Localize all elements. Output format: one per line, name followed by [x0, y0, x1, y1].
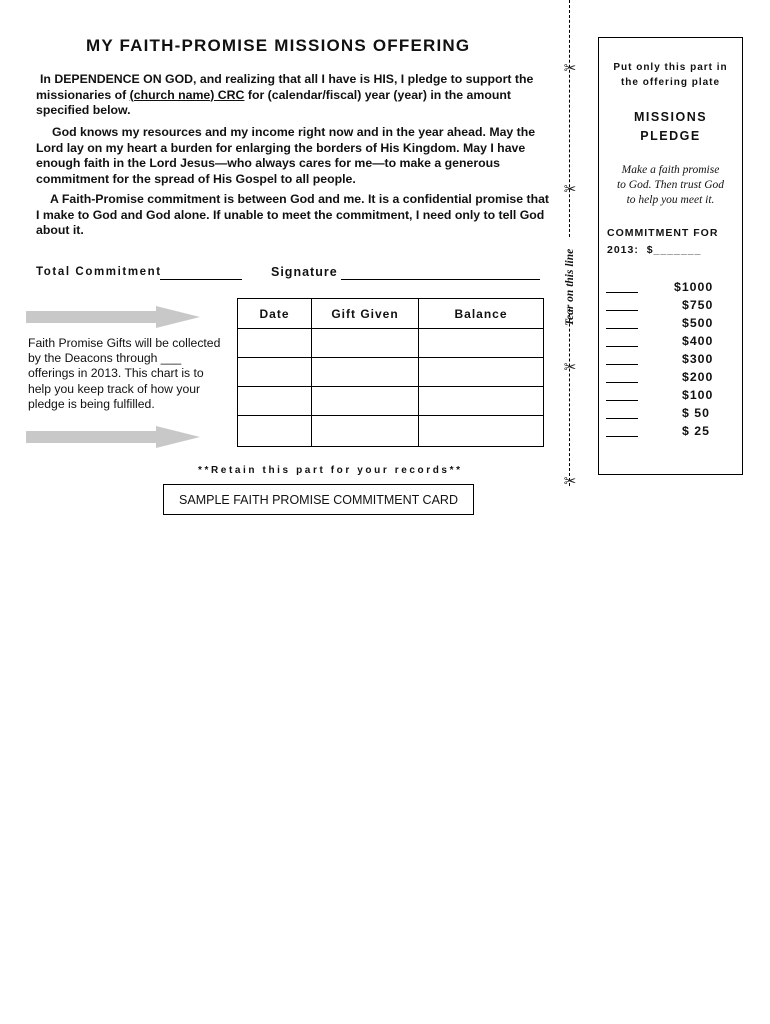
option-amount: $ 50 [682, 406, 710, 420]
date-cell[interactable] [238, 329, 312, 358]
option-checkbox-line[interactable] [606, 364, 638, 365]
option-checkbox-line[interactable] [606, 418, 638, 419]
plate-instruction-line2: the offering plate [620, 77, 721, 88]
table-row [238, 387, 544, 416]
option-amount: $300 [682, 352, 714, 366]
pledge-slip [598, 37, 743, 475]
signature-label: Signature [271, 265, 338, 279]
sample-card-label: SAMPLE FAITH PROMISE COMMITMENT CARD [163, 484, 474, 515]
option-checkbox-line[interactable] [606, 310, 638, 311]
pledge-tail: for (calendar/fiscal) year (year) in the amount specified below. [36, 87, 511, 117]
date-cell[interactable] [238, 416, 312, 447]
slip-heading-line1: MISSIONS [633, 110, 708, 124]
option-amount: $750 [682, 298, 714, 312]
faith-line2: to God. Then trust God [616, 179, 725, 191]
right-arrow-icon [26, 306, 200, 328]
gift-tracking-table [237, 298, 544, 447]
gift-cell[interactable] [312, 387, 419, 416]
scissors-icon: ✂ [563, 59, 577, 77]
table-row [238, 358, 544, 387]
pledge-paragraph [36, 72, 551, 119]
option-amount: $200 [682, 370, 714, 384]
option-checkbox-line[interactable] [606, 400, 638, 401]
plate-instruction-line1: Put only this part in [613, 62, 728, 73]
header-balance: Balance [419, 299, 544, 329]
signature-field[interactable] [341, 267, 540, 280]
table-header-row [238, 299, 544, 329]
gift-cell[interactable] [312, 416, 419, 447]
tear-label: Tear on this line [564, 248, 576, 326]
option-checkbox-line[interactable] [606, 292, 638, 293]
option-checkbox-line[interactable] [606, 382, 638, 383]
pledge-option-500[interactable] [606, 316, 731, 334]
scissors-icon: ✂ [563, 472, 577, 490]
pledge-lead: In DEPENDENCE ON GOD, and realizing that all I have is HIS, I pledge to support the missionaries of [36, 72, 534, 102]
option-checkbox-line[interactable] [606, 346, 638, 347]
commitment-label-line1: COMMITMENT FOR [607, 227, 719, 239]
pledge-option-100[interactable] [606, 388, 731, 406]
resources-paragraph: God knows my resources and my income right now and in the year ahead. May the Lord lay on my heart a burden for enlarging the borders of His Kingdom. May I have enough faith in the Lord Jesus—who always cares for me—to make a generous commitment for the spread of His Gospel to all people. [36, 125, 536, 186]
balance-cell[interactable] [419, 329, 544, 358]
faith-line3: to help you meet it. [626, 194, 715, 206]
option-checkbox-line[interactable] [606, 436, 638, 437]
option-amount: $400 [682, 334, 714, 348]
retain-notice: **Retain this part for your records** [198, 465, 463, 476]
option-amount: $100 [682, 388, 714, 402]
pledge-option-50[interactable] [606, 406, 731, 424]
option-amount: $500 [682, 316, 714, 330]
date-cell[interactable] [238, 358, 312, 387]
option-checkbox-line[interactable] [606, 328, 638, 329]
header-gift-given: Gift Given [312, 299, 419, 329]
date-cell[interactable] [238, 387, 312, 416]
total-commitment-label: Total Commitment [36, 266, 162, 278]
pledge-option-300[interactable] [606, 352, 731, 370]
pledge-option-750[interactable] [606, 298, 731, 316]
scissors-icon: ✂ [563, 358, 577, 376]
pledge-option-200[interactable] [606, 370, 731, 388]
scissors-icon: ✂ [563, 180, 577, 198]
slip-heading-line2: PLEDGE [640, 129, 701, 143]
faith-line1: Make a faith promise [621, 164, 720, 176]
balance-cell[interactable] [419, 387, 544, 416]
option-amount: $ 25 [682, 424, 710, 438]
pledge-option-1000[interactable] [606, 280, 731, 298]
gift-cell[interactable] [312, 358, 419, 387]
balance-cell[interactable] [419, 416, 544, 447]
pledge-option-25[interactable] [606, 424, 731, 442]
commitment-amount-field[interactable]: 2013: $_______ [607, 244, 702, 256]
tracking-note: Faith Promise Gifts will be collected by the Deacons through ___ offerings in 2013. This chart is to help you keep track of how your pledge is being fulfilled. [28, 336, 221, 411]
church-name-placeholder: (church name) CRC [129, 87, 245, 102]
option-amount: $1000 [674, 280, 714, 294]
form-title: MY FAITH-PROMISE MISSIONS OFFERING [86, 36, 471, 55]
total-commitment-field[interactable] [160, 267, 242, 280]
balance-cell[interactable] [419, 358, 544, 387]
right-arrow-icon [26, 426, 200, 448]
table-row [238, 329, 544, 358]
header-date: Date [238, 299, 312, 329]
table-row [238, 416, 544, 447]
gift-cell[interactable] [312, 329, 419, 358]
pledge-option-400[interactable] [606, 334, 731, 352]
confidential-paragraph: A Faith-Promise commitment is between God and me. It is a confidential promise that I make to God and God alone. If unable to meet the commitment, I need only to tell God about it. [36, 192, 550, 237]
